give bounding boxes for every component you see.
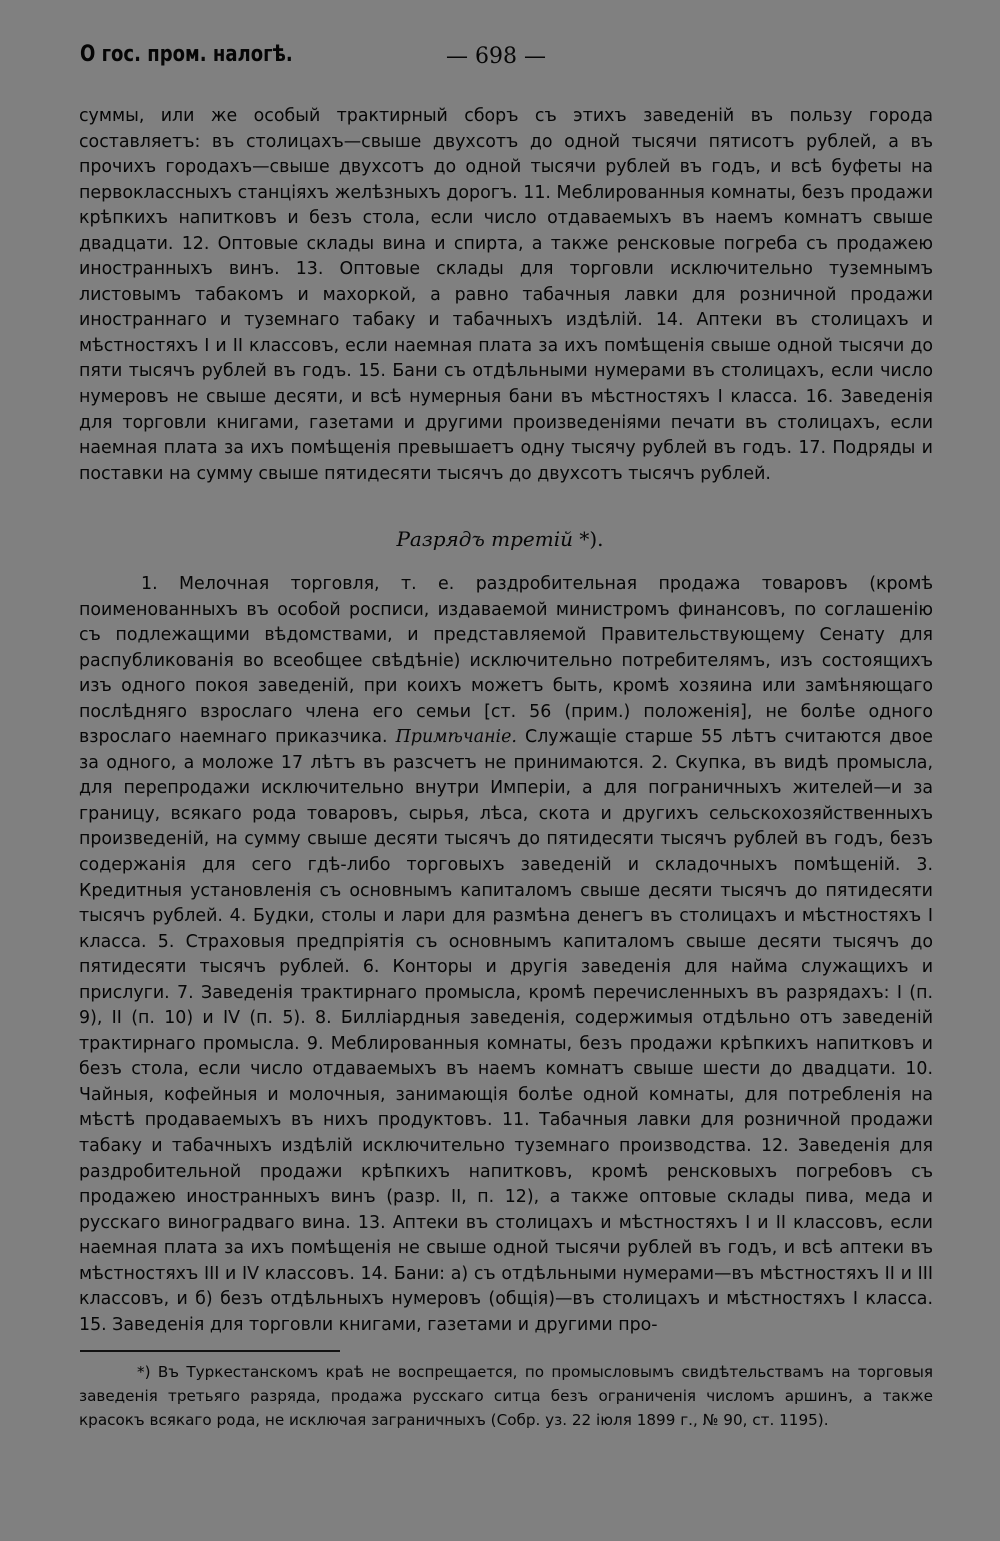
paragraph-continuation xyxy=(79,104,933,487)
paragraph-text-part-1: 1. Мелочная торговля, т. е. раздробительная продажа товаровъ (кромѣ поименованныхъ въ особой росписи, издаваемой министромъ финансовъ, по соглашенію съ подлежащими вѣдомствами, и представляемой Правительствующему Сенату для распубликованія во всеобщее свѣдѣніе) исключительно потребителямъ, изъ состоящихъ изъ одного покоя заведеній, при коихъ можетъ быть, кромѣ хозяина или замѣняющаго послѣдняго взрослаго члена его семьи [ст. 56 (прим.) положенія], не болѣе одного взрослаго наемнаго приказчика. xyxy=(79,574,933,748)
paragraph-text: суммы, или же особый трактирный сборъ съ этихъ заведеній въ пользу города составляетъ: въ столицахъ—свыше двухсотъ до одной тысячи пятисотъ рублей, а въ прочихъ городахъ—свыше двухсотъ до одной тысячи рублей въ годъ, и всѣ буфеты на первоклассныхъ станціяхъ желѣзныхъ дорогъ. 11. Меблированныя комнаты, безъ продажи крѣпкихъ напитковъ и безъ стола, если число отдаваемыхъ въ наемъ комнатъ свыше двадцати. 12. Оптовые склады вина и спирта, а также ренсковые погреба съ продажею иностранныхъ винъ. 13. Оптовые склады для торговли исключительно туземнымъ листовымъ табакомъ и махоркой, а равно табачныя лавки для розничной продажи иностраннаго и туземнаго табаку и табачныхъ издѣлій. 14. Аптеки въ столицахъ и мѣстностяхъ I и II классовъ, если наемная плата за ихъ помѣщенія свыше одной тысячи до пяти тысячъ рублей въ годъ. 15. Бани съ отдѣльными нумерами въ столицахъ, если число нумеровъ не свыше десяти, и всѣ нумерныя бани въ мѣстностяхъ I класса. 16. Заведенія для торговли книгами, газетами и другими произведеніями печати въ столицахъ, если наемная плата за ихъ помѣщенія превышаетъ одну тысячу рублей въ годъ. 17. Подряды и поставки на сумму свыше пятидесяти тысячъ до двухсотъ тысячъ рублей. xyxy=(79,106,933,484)
note-label: Примѣчаніе. xyxy=(395,727,517,748)
footnote-text: *) Въ Туркестанскомъ краѣ не воспрещается, по промысловымъ свидѣтельствамъ на торговыя заведенія третьяго разряда, продажа русскаго ситца безъ ограниченія числомъ аршинъ, а также красокъ всякаго рода, не исключая заграничныхъ (Собр. уз. 22 іюля 1899 г., № 90, ст. 1195). xyxy=(79,1363,933,1429)
running-head: О гос. пром. налогѣ. xyxy=(80,42,293,67)
paragraph-text-part-2: Служащіе старше 55 лѣтъ считаются двое за одного, а моложе 17 лѣтъ въ разсчетъ не принимаются. 2. Скупка, въ видѣ промысла, для перепродажи исключительно внутри Имперіи, а для пограничныхъ жителей—и за границу, всякаго рода товаровъ, сырья, лѣса, скота и другихъ сельскохозяйственныхъ произведеній, на сумму свыше десяти тысячъ до пятидесяти тысячъ рублей въ годъ, безъ содержанія для сего гдѣ-либо торговыхъ заведеній и складочныхъ помѣщеній. 3. Кредитныя установленія съ основнымъ капиталомъ свыше десяти тысячъ до пятидесяти тысячъ рублей. 4. Будки, столы и лари для размѣна денегъ въ столицахъ и мѣстностяхъ I класса. 5. Страховыя предпріятія съ основнымъ капиталомъ свыше десяти тысячъ до пятидесяти тысячъ рублей. 6. Конторы и другія заведенія для найма служащихъ и прислуги. 7. Заведенія трактирнаго промысла, кромѣ перечисленныхъ въ разрядахъ: I (п. 9), II (п. 10) и IV (п. 5). 8. Билліардныя заведенія, содержимыя отдѣльно отъ заведеній трактирнаго промысла. 9. Меблированныя комнаты, безъ продажи крѣпкихъ напитковъ и безъ стола, если число отдаваемыхъ въ наемъ комнатъ свыше шести до двадцати. 10. Чайныя, кофейныя и молочныя, занимающія болѣе одной комнаты, для потребленія на мѣстѣ продаваемыхъ въ нихъ продуктовъ. 11. Табачныя лавки для розничной продажи табаку и табачныхъ издѣлій исключительно туземнаго производства. 12. Заведенія для раздробительной продажи крѣпкихъ напитковъ, кромѣ ренсковыхъ погребовъ съ продажею иностранныхъ винъ (разр. II, п. 12), а также оптовые склады пива, меда и русскаго виноградваго вина. 13. Аптеки въ столицахъ и мѣстностяхъ I и II классовъ, если наемная плата за ихъ помѣщенія не свыше одной тысячи рублей въ годъ, и всѣ аптеки въ мѣстностяхъ III и IV классовъ. 14. Бани: а) съ отдѣльными нумерами—въ мѣстностяхъ II и III классовъ, и б) безъ отдѣльныхъ нумеровъ (общія)—въ столицахъ и мѣстностяхъ I класса. 15. Заведенія для торговли книгами, газетами и другими про- xyxy=(79,727,934,1335)
footnote xyxy=(79,1360,933,1432)
section-title: Разрядъ третій xyxy=(396,527,573,551)
footnote-separator xyxy=(80,1350,340,1352)
paragraph-text xyxy=(79,572,933,1338)
paragraph-third-category xyxy=(79,572,933,1338)
page-number: — 698 — xyxy=(446,44,546,69)
page-header xyxy=(0,42,1000,82)
footnote-reference: *). xyxy=(579,527,604,551)
section-heading xyxy=(0,527,1000,551)
